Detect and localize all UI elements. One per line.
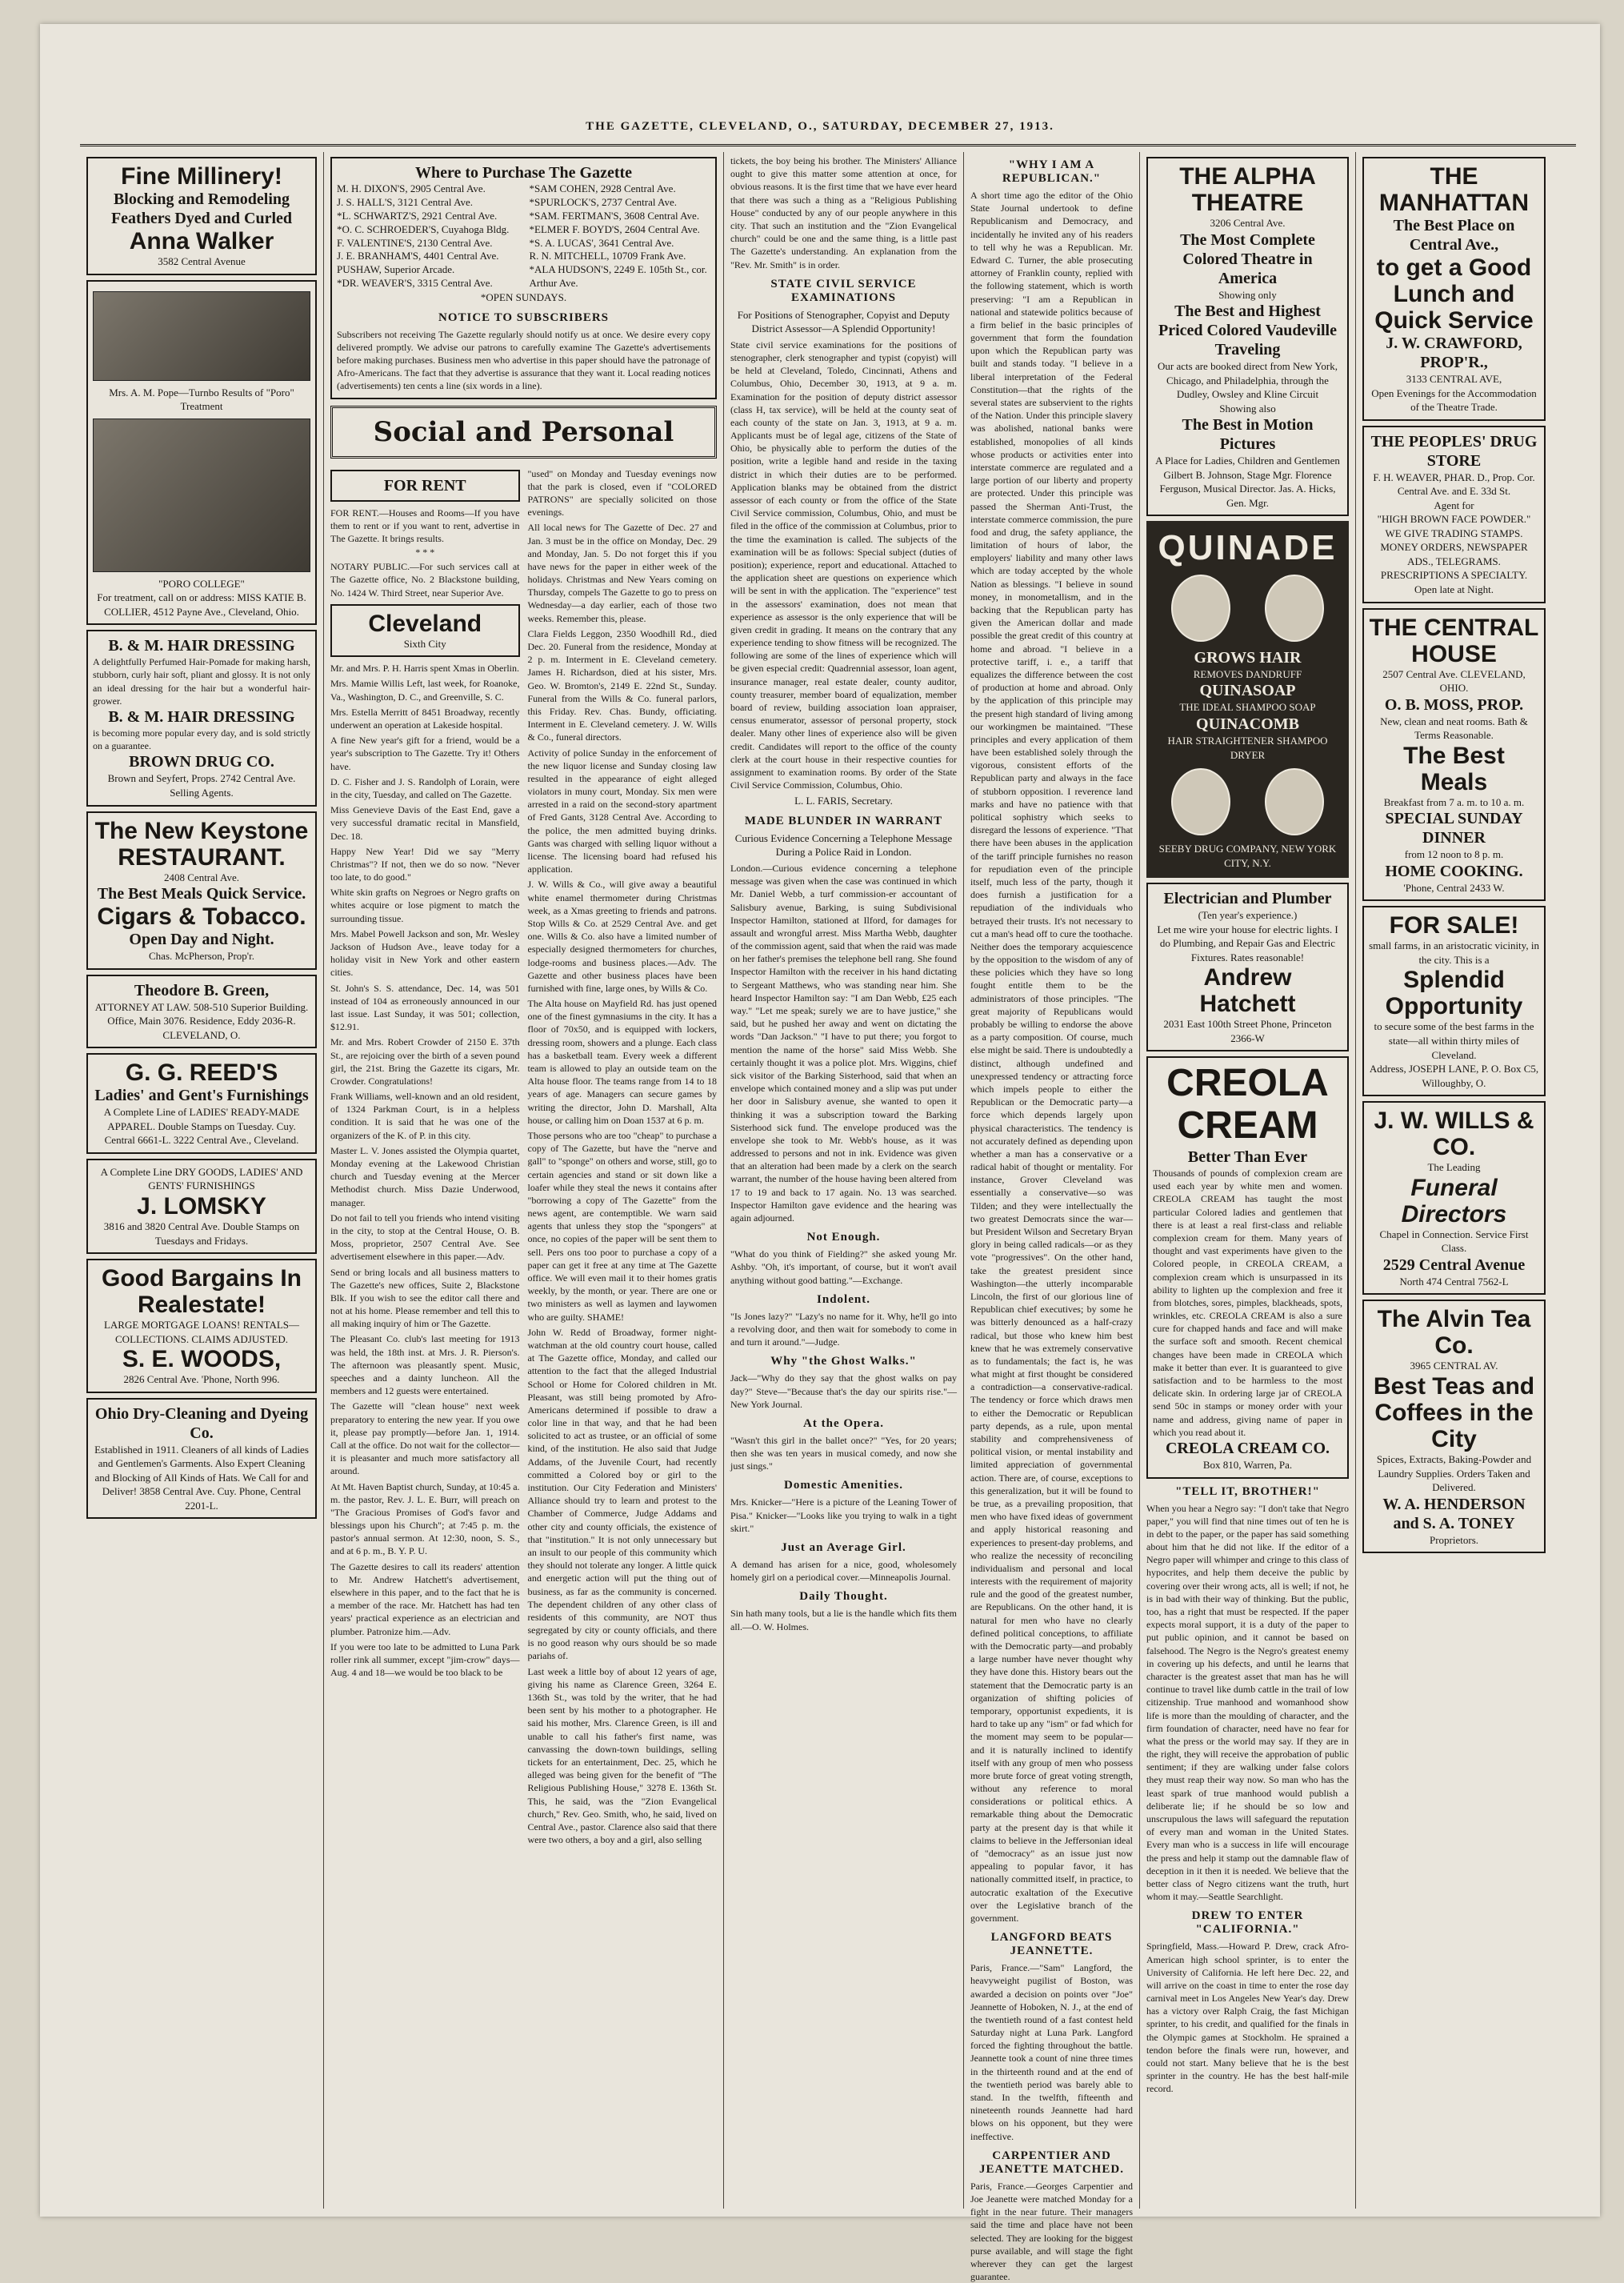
social-item: Miss Genevieve Davis of the East End, gave a very successful dramatic recital in Mansfield, Dec. 18. bbox=[330, 804, 520, 842]
portrait-image bbox=[1171, 575, 1230, 642]
joke-title: Domestic Amenities. bbox=[784, 1479, 903, 1492]
woods-line-1: Good Bargains In Realestate! bbox=[101, 1265, 302, 1319]
social-item: At Mt. Haven Baptist church, Sunday, at 10:45 a. m. the pastor, Rev. J. L. E. Burr, will preach on "The Gracious Promises of God's favor and blessings upon his Church"; at 7:45 p. m. the pastor's annual sermon. At 12:30, noon, S. S., and at 6 p. m., B. Y. P. U. bbox=[330, 1480, 520, 1557]
peoples-line-5: PRESCRIPTIONS A SPECIALTY. Open late at Night. bbox=[1380, 569, 1528, 596]
where-title: Where to Purchase The Gazette bbox=[414, 164, 633, 182]
civil-service-signature: L. L. FARIS, Secretary. bbox=[794, 795, 893, 807]
central-title: THE CENTRAL HOUSE bbox=[1369, 614, 1539, 667]
quinade-line-6: HAIR STRAIGHTENER SHAMPOO DRYER bbox=[1167, 734, 1328, 761]
manhattan-name: J. W. CRAWFORD, PROP'R., bbox=[1386, 334, 1522, 371]
alpha-line-6: The Best in Motion Pictures bbox=[1182, 416, 1314, 454]
langford-text: Paris, France.—"Sam" Langford, the heavyweight pugilist of Boston, was awarded a decision on points over "Joe" Jeannette of Hoboken, N. J., at the end of the twentieth round of a fast contest held Saturday night at Luna Park. Langford forced the fighting throughout the battle. Jeannette took a count of nine three times in the thirteenth round and at the end of the twentieth period was barely able to stand. In the twelfth, fifteenth and nineteenth rounds Jeannette had hard blows on his opponent, but they were ineffective. bbox=[970, 1962, 1133, 2142]
joke-text: Mrs. Knicker—"Here is a picture of the Leaning Tower of Pisa." Knicker—"Looks like you trying to walk in a tight skirt." bbox=[730, 1496, 957, 1534]
peoples-line-2: Agent for bbox=[1434, 499, 1474, 511]
separator: * * * bbox=[415, 547, 435, 559]
poro-ad bbox=[86, 280, 317, 626]
quinade-portraits bbox=[1154, 575, 1341, 642]
ohio-line-2: Established in 1911. Cleaners of all kinds of Ladies and Gentlemen's Garments. Also Expert Cleaning and Blocking of All Kinds of Hats. We Call for and Deliver! 3858 Central Ave. Cuy. Phone, Central 2201-L. bbox=[94, 1443, 309, 1512]
why-republican-text: A short time ago the editor of the Ohio State Journal undertook to define Republicanism and Democracy, and incidentally he invited any of his readers to tell why he was a Republican. Mr. Edward C. Turner, the able prosecuting attorney of Franklin county, replied with the following statement, which is worth preserving: "I am a Republican in national and statewide politics because of a firm belief in the basic principles of government that form the foundation upon which the Republican party was built and stands today. "I believe in a liberal interpretation of the Federal Constitution—that the rights of the several states are subservient to the rights of the Nation. Under this principle slavery was abolished, national banks were established, monopolies of all kinds whose products or activities enter into interstate commerce are regulated and a large portion of our liberty and property are protected. Under this principle was passed the Sherman Anti-Trust, the interstate commerce commission, the pure food and drug, the safety appliance, the limitation of hours of labor, the employers' liability and many other laws which are today accepted by the whole Nation as blessings. "I believe in sound money, in monometallism, and in the backing that the Republican party has given the American dollar and made possible the great credit of this country at home and abroad. "I believe in a protective tariff, i. e., a tariff that equalizes the difference between the cost of production at home and abroad. Only by the application of this principle may the present high standard of living among our workingmen be maintained. "These principles and every application of them have been established solely through the vigorous, consistent efforts of the Republican party and always in the face of stubborn opposition. I reverence land marks and have no patience with that political sophistry which seeks to disregard the lessons of experience. "That there have been abuses in the application of the tariff principle furnishes no reason for repudiation even of the principle itself, much less of the party, though it does furnish a justification for a repudiation of the individuals who betrayed their trusts. It's not necessary to cut a man's head off to cure the toothache. Neither does the temporary acquiescence by the opposition to the wisdom of any of these policies which they have so long fought entitle them to be the administrators of those principles. "The great majority of Republicans would probably be willing to endorse the above as a party composition. Of course, much else might be said. There is undoubtedly a distinct, although undefined and unexpressed tendency or attracting force which impels people to either the Republican or the Democratic party—a force which depends largely upon physical characteristics. The tendency is not accurately defined as depending upon whether a man has a conservative or a radical habit of thought or mentality. For instance, Grover Cleveland was essentially a conservative—so was Tilden; and they were intellectually the two greatest Democrats since the war—but President Wilson and Secretary Bryan glory in being called radicals—or as they vote "progressives". On the other hand, take the greatest president since Washington—the utterly incomparable Lincoln, the first of our glorious line of Republican chief executives; by some he was bitterly denounced as a half-crazy radical, but those who knew him best knew that he was extremely conservative as to fundamentals; the fact is, he was what might at first thought be considered a contradiction—a conservative-radical. The tendency or force which draws men to either the Democratic or Republican party depends, as a rule, upon mental stability and comprehensiveness of political vision, or mental instability and limited appreciation of governmental action. There are, of course, exceptions to this generalization, but it will be found to be true, as a prevailing proposition, that men who have fixed ideas of government and apply historical reasoning and experiences to present-day problems, and who realize the necessity of reconciling individualism and personal and local interests with the requirement of majority rule and the good of the greatest number, are Republicans. On the other hand, it is natural for men who have no clearly defined political conceptions, to affiliate with the Democratic party—and probably a large number have never thought why they have done this. History bears out the statement that the Democratic party is an organization of shifting policies of temporary, opportunist expedients, it is hard to take up any "ism" or fad which for the moment may seem to be popular—and it is naturally inclined to identify itself with any group of men who possess more brute force of great voting strength, without any reference to moral considerations or political ethics. A remarkable thing about the Democratic party at the present day is that while it claims to believe in the Jeffersonian ideal of "democracy" as an issue just now appealing to popular favor, it has nationally committed itself, in practice, to autocratic exaltation of the Executive over the Legislative branch of the government. bbox=[970, 190, 1133, 1924]
social-item: White skin grafts on Negroes or Negro grafts on whites acquire or lose pigment to match the surrounding tissue. bbox=[330, 887, 520, 924]
hatchett-line-3: Let me wire your house for electric lights. I do Plumbing, and Repair Gas and Electric Fixtures. Rates reasonable! bbox=[1157, 923, 1338, 963]
alvin-line-3: W. A. HENDERSON and S. A. TONEY bbox=[1382, 1495, 1526, 1532]
peoples-line-3: "HIGH BROWN FACE POWDER." bbox=[1377, 513, 1531, 526]
where-right-item: *ALA HUDSON'S, 2249 E. 105th St., cor. Arthur Ave. bbox=[529, 263, 707, 290]
joke-title: Daily Thought. bbox=[799, 1590, 888, 1604]
tickets-article-continued: tickets, the boy being his brother. The Ministers' Alliance ought to give this matter some attention at once, for obvious reasons. It is the first time that we have ever heard that there was such a thing as a "Religious Publishing House" conducted by any of our people anywhere in this city. That such an institution and the "Zion Evangelical church" could be one and the same thing, is a little past The Gazette's understanding. An explanation from the "Rev. Mr. Smith" is in order. bbox=[730, 155, 957, 270]
lomsky-line-1: 3816 and 3820 Central Ave. Double Stamps on Tuesdays and Fridays. bbox=[103, 1220, 300, 1247]
joke-text: "What do you think of Fielding?" she asked young Mr. Ashby. "Oh, it's important, of course, but it won't avail anything without good batting."—Exchange. bbox=[730, 1248, 957, 1286]
lomsky-name: J. LOMSKY bbox=[137, 1192, 266, 1220]
social-item: Clara Fields Leggon, 2350 Woodhill Rd., died Dec. 20. Funeral from the residence, Monday at 2 p. m. Interment in E. Cleveland cemetery. James H. Richardson, died at his sister, Mrs. Geo. W. Bromton's, 2149 E. 22nd St., Sunday. Funeral from the Wills & Co. funeral parlors, this Friday. Rev. Chas. Bundy, officiating. Interment in E. Cleveland cemetery. J. W. Wills & Co., funeral directors. bbox=[527, 627, 717, 743]
creola-ad bbox=[1146, 1056, 1349, 1478]
langford-title: LANGFORD BEATS JEANNETTE. bbox=[990, 1931, 1113, 1958]
joke-title: Not Enough. bbox=[806, 1231, 881, 1244]
manhattan-line-1: The Best Place on Central Ave., bbox=[1393, 217, 1515, 254]
social-item: "used" on Monday and Tuesday evenings now that the park is closed, even if "COLORED PATRONS" are specially solicited on those evenings. bbox=[527, 467, 717, 519]
cleveland-title: Cleveland bbox=[368, 610, 482, 637]
alvin-title: The Alvin Tea Co. bbox=[1377, 1306, 1531, 1360]
pope-portrait-image bbox=[93, 291, 310, 381]
social-columns bbox=[330, 465, 717, 1849]
where-note: *OPEN SUNDAYS. bbox=[480, 291, 567, 304]
where-left-item: *L. SCHWARTZ'S, 2921 Central Ave. bbox=[337, 209, 498, 222]
joke-text: A demand has arisen for a nice, good, wholesomely homely girl on a periodical cover.—Minneapolis Journal. bbox=[730, 1559, 957, 1584]
blunder-text: London.—Curious evidence concerning a telephone message was given when the case was continued in which Mr. Daniel Webb, a turf commission-er accountant of Salisbury avenue, Barking, is suing Subdivisional Inspector Hamilton, stationed at Ilford, for damages for assault and wrongful arrest. Miss Martha Webb, daughter of the commission agent, said that when the raid was made on her father's premises the telephone bell rang. She found Inspector Hamilton with the receiver in his hand dictating to Sergeant Matthews, who was standing near him. She heard Inspector Hamilton say: "I am Dan Webb, £25 each way." "Let me speak; surely we are to have justice," she said, but he pushed her away and went on dictating the words "Dan Jackson." "I have to put there; you forgot to mention the name of the horse" said Miss Webb. She certainly thought it was a police plot. Mrs. Wiggins, chief sick visitor of the Barking Sisterhood, said that when an envelope which contained money and a slip was put under her door in Salisbury avenue, she wanted to open it thinking it was a subscription toward the Barking Sisterhood sick fund. The envelope produced was the envelope she took to Mr. Webb's house, as it was addressed to persons and not in ink. Evidence was given that an alteration had been made by a clerk on the search warrant, the number of the house having been altered from 17 to 19 and back to 17 again. No. 13 was searched. Inspector Hamilton gave evidence and the hearing was again adjourned. bbox=[730, 862, 957, 1224]
reed-name: G. G. REED'S bbox=[125, 1059, 278, 1087]
hatchett-line-2: (Ten year's experience.) bbox=[1198, 909, 1298, 922]
manhattan-title: THE MANHATTAN bbox=[1378, 163, 1530, 216]
woods-address: 2826 Central Ave. 'Phone, North 996. bbox=[123, 1373, 280, 1386]
quinade-line-1: GROWS HAIR bbox=[1194, 648, 1302, 667]
alvin-tea-ad bbox=[1362, 1300, 1546, 1553]
alpha-line-7: A Place for Ladies, Children and Gentlemen bbox=[1155, 455, 1340, 467]
cleveland-heading bbox=[330, 604, 520, 658]
social-item: John W. Redd of Broadway, former night-watchman at the old country court house, called at The Gazette office, Monday, and called our attention to the fact that the alleged Industrial School or Home for Colored children in Mt. Pleasant, was still being promoted by Afro-Americans determined if possible to draw a color line in that way, and that he had been solicited to act as trustee, or an official of some kind, of the institution. He also said that Judge Addams, of the Juvenile Court, had recently committed a Colored boy or girl to the institution. Our City Federation and Ministers' Alliance should try to learn and protest to the Chamber of Commerce, Judge Addams and other city and county officials, the existence of that "institution." It is not only unnecessary but an insult to our people of this community which they should not tolerate any longer. A little quick and energetic action will put the thing out of business, as far as the community is concerned. The dependent children of any other class of residents of this community, are NOT thus segregated by city or county officials, and there is no good reason why ours should be so made pariahs of. bbox=[527, 1326, 717, 1662]
hatchett-ad bbox=[1146, 883, 1349, 1051]
keystone-line-3: The Best Meals Quick Service. bbox=[97, 885, 306, 903]
bm-title: B. & M. HAIR DRESSING bbox=[108, 637, 295, 655]
social-item: A fine New year's gift for a friend, would be a year's subscription to The Gazette. Try it! Others have. bbox=[330, 735, 520, 772]
wills-title: J. W. WILLS & CO. bbox=[1374, 1107, 1534, 1161]
notary-text: NOTARY PUBLIC.—For such services call at The Gazette office, No. 2 Blackstone building, No. 1424 W. Third Street, near Superior Ave. bbox=[330, 561, 520, 599]
bm-text-2: is becoming more popular every day, and is sold strictly on a guarantee. bbox=[93, 727, 310, 752]
where-right-item: *S. A. LUCAS', 3641 Central Ave. bbox=[529, 236, 674, 249]
quinade-ad bbox=[1146, 521, 1349, 878]
where-left-item: M. H. DIXON'S, 2905 Central Ave. bbox=[337, 182, 486, 194]
joke-text: "Wasn't this girl in the ballet once?" "Yes, for 20 years; then she was ten years in musical comedy, and now she just sings." bbox=[730, 1434, 957, 1472]
quinade-line-4: THE IDEAL SHAMPOO SOAP bbox=[1179, 701, 1316, 714]
social-item: Mr. and Mrs. Robert Crowder of 2150 E. 37th St., are rejoicing over the birth of a seven pound girl, the 21st. Bring the Gazette its cigars, Mr. Crowder. Congratulations! bbox=[330, 1036, 520, 1087]
where-right-list bbox=[530, 182, 711, 290]
social-item: Master L. V. Jones assisted the Olympia quartet, Monday evening at the Lakewood Christian church and Tuesday evening at the Mercer Methodist church. Miss Dazie Underwood, manager. bbox=[330, 1144, 520, 1208]
joke-title: Just an Average Girl. bbox=[781, 1541, 906, 1555]
where-left-item: PUSHAW, Superior Arcade. bbox=[337, 263, 455, 276]
woods-name: S. E. WOODS, bbox=[122, 1346, 282, 1373]
carpentier-text: Paris, France.—Georges Carpentier and Joe Jeanette were matched Monday for a fight in the near future. Their managers said the time and place have not been selected. They are looking for the biggest purse available, and will stage the fight wherever they can get the largest guarantee. bbox=[970, 2180, 1133, 2283]
millinery-line-1: Blocking and Remodeling bbox=[113, 190, 290, 208]
lomsky-line-0: A Complete Line DRY GOODS, LADIES' AND GENTS' FURNISHINGS bbox=[100, 1165, 303, 1192]
bm-store: BROWN DRUG CO. bbox=[129, 753, 274, 771]
where-left-list bbox=[337, 182, 518, 290]
hatchett-address: 2031 East 100th Street Phone, Princeton 2366-W bbox=[1163, 1018, 1332, 1044]
reed-line-2: A Complete Line of LADIES' READY-MADE APPAREL. Double Stamps on Tuesday. Cuy. Central 6661-L. 3222 Central Ave., Cleveland. bbox=[103, 1106, 300, 1147]
portrait-image bbox=[1171, 768, 1230, 835]
sale-line-3: to secure some of the best farms in the state—all within thirty miles of Cleveland. bbox=[1374, 1020, 1534, 1061]
central-line-5: from 12 noon to 8 p. m. bbox=[1404, 848, 1504, 861]
millinery-address: 3582 Central Avenue bbox=[158, 255, 246, 267]
alpha-line-1: The Most Complete Colored Theatre in America bbox=[1180, 230, 1315, 287]
keystone-address: 2408 Central Ave. bbox=[164, 871, 239, 883]
where-left-item: J. S. HALL'S, 3121 Central Ave. bbox=[337, 195, 474, 208]
social-item: Mrs. Mabel Powell Jackson and son, Mr. Wesley Jackson of Hudson Ave., leave today for a holiday visit in New York and other eastern cities. bbox=[330, 927, 520, 979]
creola-text: Thousands of pounds of complexion cream are used each year by white men and women. CREOLA CREAM has taught the most particular Colored ladies and gentlemen that there is at least a real first-class and reliable complexion cream for them. Many years of thought and vast experiments have given to the Colored people, in CREOLA CREAM, a complexion cream which is unsurpassed in its ability to lighten up the complexion and free it from blotches, sores, pimples, blackheads, spots, wrinkles, etc. CREOLA CREAM is also a sure cure for chapped hands and face and will make the surface soft and smooth. Recent chemical changes have been made in CREOLA which make it better than ever. It is guaranteed to give satisfaction and to be harmless to the most delicate skin. In ordering large jar of CREOLA send 50c in stamps or money order with your name and address, giving name of paper in which you read about it. bbox=[1153, 1168, 1342, 1438]
alpha-theatre-ad bbox=[1146, 157, 1349, 516]
social-item: J. W. Wills & Co., will give away a beautiful white enamel thermometer during Christmas week, as a Xmas greeting to friends and patrons. Stop Wills & Co. at 2529 Central Ave. and get one. Wills & Co. also have a limited number of especially designed thermometers for churches, lodge-rooms and business places.—Adv. The Gazette and other business places have been furnished with fine, large ones, by Wills & Co. bbox=[527, 879, 717, 994]
manhattan-line-2: to get a Good Lunch and Quick Service bbox=[1374, 254, 1534, 334]
central-line-1: New, clean and neat rooms. Bath & Terms Reasonable. bbox=[1380, 715, 1528, 742]
peoples-line-1: F. H. WEAVER, PHAR. D., Prop. Cor. Central Ave. and E. 33d St. bbox=[1373, 471, 1535, 498]
social-item: St. John's S. S. attendance, Dec. 14, was 501 instead of 104 as erroneously announced in our last issue. Last Sunday, it was 501; collection, $12.91. bbox=[330, 982, 520, 1033]
wills-line-2: Funeral Directors bbox=[1401, 1174, 1507, 1228]
keystone-prop: Chas. McPherson, Prop'r. bbox=[149, 950, 254, 963]
millinery-name: Anna Walker bbox=[129, 228, 274, 254]
woods-ad bbox=[86, 1259, 317, 1393]
social-item: Those persons who are too "cheap" to purchase a copy of The Gazette, but have the "nerve and gall" to "sponge" on others and worse, still, go to certain agencies and stand or sit down like a loafer while they steal the news it contains after "borrowing a copy of The Gazette" from the news agent, are contemptible. We warn said agents that unless they stop the "spongers" at once, no copies of the paper will be sent them to sell. Pers ons too poor to purchase a copy of a paper can get it free at any time at The Gazette office. We will even mail it to their homes gratis weekly, by the month, or year. There are one or two ministers as well as laymen and laywomen who are guilty. SHAME! bbox=[527, 1129, 717, 1323]
reed-line-1: Ladies' and Gent's Furnishings bbox=[94, 1087, 309, 1105]
alvin-address: 3965 CENTRAL AV. bbox=[1410, 1360, 1498, 1372]
social-item: Frank Williams, well-known and an old resident, of 1324 Parkman Court, is in a helpless condition. It is said that he was one of the organizers of the K. of P. in this city. bbox=[330, 1091, 520, 1141]
sale-title: FOR SALE! bbox=[1389, 912, 1519, 939]
social-item: Mrs. Estella Merritt of 8451 Broadway, recently underwent an operation at Lakeside hospital. bbox=[330, 706, 520, 731]
reed-ad bbox=[86, 1053, 317, 1154]
peoples-title: THE PEOPLES' DRUG STORE bbox=[1370, 432, 1538, 470]
where-right-item: *SAM. FERTMAN'S, 3608 Central Ave. bbox=[529, 209, 700, 222]
joke-text: Sin hath many tools, but a lie is the handle which fits them all.—O. W. Holmes. bbox=[730, 1608, 957, 1632]
portrait-image bbox=[1265, 575, 1324, 642]
central-line-6: HOME COOKING. bbox=[1385, 862, 1523, 880]
millinery-ad bbox=[86, 157, 317, 275]
creola-company: CREOLA CREAM CO. bbox=[1165, 1439, 1330, 1457]
column-3 bbox=[724, 152, 964, 2209]
keystone-line-1: The New Keystone bbox=[94, 817, 309, 844]
lomsky-ad bbox=[86, 1159, 317, 1254]
central-name: O. B. MOSS, PROP. bbox=[1384, 695, 1524, 714]
where-to-purchase-box bbox=[330, 157, 717, 399]
for-rent-text: FOR RENT.—Houses and Rooms—If you have them to rent or if you want to rent, advertise in The Gazette. It brings results. bbox=[330, 507, 520, 544]
central-line-2: The Best Meals bbox=[1403, 742, 1505, 795]
quinade-portraits-lower bbox=[1154, 768, 1341, 835]
social-item: The Pleasant Co. club's last meeting for 1913 was held, the 18th inst. at Mrs. J. R. Pierson's. The afternoon was pleasantly spent. Music, speeches and a dainty luncheon. All the members and 12 guests were entertained. bbox=[330, 1333, 520, 1397]
quinade-line-2: REMOVES DANDRUFF bbox=[1193, 667, 1302, 680]
keystone-line-5: Open Day and Night. bbox=[129, 931, 274, 949]
bm-title-2: B. & M. HAIR DRESSING bbox=[108, 708, 295, 727]
wills-line-3: Chapel in Connection. Service First Class. bbox=[1379, 1228, 1529, 1255]
ohio-line-1: Ohio Dry-Cleaning and Dyeing Co. bbox=[94, 1404, 309, 1442]
where-left-item: F. VALENTINE'S, 2130 Central Ave. bbox=[337, 236, 493, 249]
column-6 bbox=[1356, 152, 1552, 2209]
social-item: Activity of police Sunday in the enforcement of the new liquor license and Sunday closing law resulted in the appearance of eight alleged violators in muny court, Monday. Six men were arrested in a raid on the second-story apartment of Fred Gants, 3128 Central Ave. According to the police, the men admitted buying drinks. Gants was charged with selling liquor without a license. The licensing board had refused his application. bbox=[527, 747, 717, 875]
alpha-line-4: Our acts are booked direct from New York, Chicago, and Philadelphia, through the Dudley, Owsley and Kline Circuit bbox=[1158, 360, 1338, 401]
ohio-cleaning-ad bbox=[86, 1398, 317, 1520]
column-4 bbox=[964, 152, 1140, 2283]
hatchett-line-1: Electrician and Plumber bbox=[1163, 890, 1332, 908]
joke-title: At the Opera. bbox=[803, 1416, 884, 1430]
for-rent-sign-label: FOR RENT bbox=[383, 476, 466, 495]
where-right-item: *SPURLOCK'S, 2737 Central Ave. bbox=[529, 195, 677, 208]
central-line-7: 'Phone, Central 2433 W. bbox=[1403, 881, 1505, 894]
alvin-line-4: Proprietors. bbox=[1429, 1533, 1479, 1546]
poro-treatment-text: For treatment, call on or address: MISS KATIE B. COLLIER, 4512 Payne Ave., Cleveland, Ohio. bbox=[97, 591, 306, 618]
social-item: The Gazette will "clean house" next week preparatory to entering the new year. If you owe it, please pay promptly—before Jan. 1, 1914. Call at the office. Do not wait for the collector—it is pleasanter and much more satisfactory all around. bbox=[330, 1400, 520, 1477]
where-right-item: R. N. MITCHELL, 10709 Frank Ave. bbox=[529, 250, 686, 262]
joke-title: Indolent. bbox=[817, 1292, 870, 1306]
creola-title: CREOLA CREAM bbox=[1166, 1062, 1329, 1148]
peoples-drug-ad bbox=[1362, 426, 1546, 603]
joke-text: Jack—"Why do they say that the ghost walks on pay day?" Steve—"Because that's the day our spirits rise."—New York Journal. bbox=[730, 1372, 957, 1410]
alvin-line-2: Spices, Extracts, Baking-Powder and Laundry Supplies. Orders Taken and Delivered. bbox=[1376, 1452, 1532, 1494]
where-left-item: *DR. WEAVER'S, 3315 Central Ave. bbox=[337, 277, 493, 290]
where-right-item: *SAM COHEN, 2928 Central Ave. bbox=[529, 182, 676, 194]
alpha-staff: Gilbert B. Johnson, Stage Mgr. Florence Ferguson, Musical Director. Jas. A. Hicks, Gen. Mgr. bbox=[1159, 468, 1336, 509]
social-item: Send or bring locals and all business matters to The Gazette's new offices, Suite 2, Blackstone Blk. If you wish to see the editor call there and not at his home. Please remember and tell this to all making inquiry of him or The Gazette. bbox=[330, 1266, 520, 1330]
keystone-line-4: Cigars & Tobacco. bbox=[97, 903, 306, 931]
wills-line-5: North 474 Central 7562-L bbox=[1399, 1275, 1509, 1288]
alpha-line-5: Showing also bbox=[1219, 402, 1276, 415]
quinade-line-3: QUINASOAP bbox=[1199, 682, 1296, 700]
carpentier-title: CARPENTIER AND JEANETTE MATCHED. bbox=[979, 2149, 1124, 2176]
joke-text: "Is Jones lazy?" "Lazy's no name for it. Why, he'll go into a revolving door, and then wait for somebody to come in and turn it around."—Judge. bbox=[730, 1310, 957, 1348]
wills-line-4: 2529 Central Avenue bbox=[1382, 1256, 1526, 1274]
blunder-title: MADE BLUNDER IN WARRANT bbox=[744, 814, 943, 827]
social-item: The Gazette desires to call its readers' attention to Mr. Andrew Hatchett's advertisement, elsewhere in this paper, and to the fact that he is a member of the race. Mr. Hatchett has had ten years' practical experience as an electrician and plumber. Patronize him.—Adv. bbox=[330, 1560, 520, 1637]
sale-line-1: small farms, in an aristocratic vicinity, in the city. This is a bbox=[1369, 939, 1539, 966]
manhattan-line-3: Open Evenings for the Accommodation of the Theatre Trade. bbox=[1371, 387, 1537, 414]
social-left-column bbox=[330, 465, 520, 1849]
wills-line-1: The Leading bbox=[1427, 1161, 1481, 1174]
notice-text: Subscribers not receiving The Gazette regularly should notify us at once. We desire every copy delivered promptly. We advise our patrons to carefully examine The Gazette's advertisements before making purchases. Business men who advertise in this paper should have the patronage of Afro-Americans. The fact that they advertise is assurance that they want it. Local reading notices (advertisements) ten cents a line (six words in a line). bbox=[337, 328, 710, 392]
central-line-3: Breakfast from 7 a. m. to 10 a. m. bbox=[1383, 795, 1525, 808]
keystone-line-2: RESTAURANT. bbox=[118, 843, 286, 871]
social-item: Happy New Year! Did we say "Merry Christmas"? If not, then we do so now. "Never too late, to do good." bbox=[330, 845, 520, 883]
manhattan-ad bbox=[1362, 157, 1546, 421]
central-address: 2507 Central Ave. CLEVELAND, OHIO. bbox=[1382, 667, 1526, 695]
sale-line-4: Address, JOSEPH LANE, P. O. Box C5, Willoughby, O. bbox=[1369, 1063, 1539, 1089]
green-name: Theodore B. Green, bbox=[134, 981, 270, 999]
social-item: Mr. and Mrs. P. H. Harris spent Xmas in Oberlin. bbox=[330, 663, 519, 675]
quinade-company: SEEBY DRUG COMPANY, NEW YORK CITY, N.Y. bbox=[1158, 843, 1337, 869]
poro-college-image bbox=[93, 419, 310, 572]
quinade-title: QUINADE bbox=[1158, 528, 1338, 568]
drew-text: Springfield, Mass.—Howard P. Drew, crack Afro-American high school sprinter, is to enter the University of California. He left here Dec. 22, and will arrive on the coast in time to enter the rose day carnival meet in Los Angeles New Year's day. Drew has a victory over Ralph Craig, the fast Michigan sprinter, to his credit, and qualified for the finals in the Olympic games at Stockholm. He sprained a tendon before the finals were run, however, and could not start. Many believe that he is the best sprinter in the country. He has the best half-mile record. bbox=[1146, 1941, 1349, 2095]
newspaper-page bbox=[40, 24, 1600, 2283]
quinade-line-5: QUINACOMB bbox=[1196, 715, 1299, 733]
bm-hair-ad bbox=[86, 630, 317, 806]
millinery-title: Fine Millinery! bbox=[121, 163, 282, 190]
tell-it-text: When you hear a Negro say: "I don't take that Negro paper," you will find that nine times out of ten he is in debt to the paper, or the paper has said something about him that he did not like. If the editor of a Negro paper will whimper and cringe to this class of hypocrites, and help them deceive the public by covering over their wrong acts, all is well; if not, he is in bad with their way of thinking. But the public, too, has a right that must be respected. If the paper expects moral support, it is a duty of the paper to put public opinion, and it cannot be based on falsehood. The Negro is the Negro's greatest enemy in covering up his defects, and until he learns that character is the greatest asset that man has he will continue to travel like dumb cattle in the trail of low citizenship. True manhood and womanhood show life is more than the moulding of character, and the firm foundation of character, need have no fear for what the press or the world may say. If they are in the right, they will receive the approbation of public sentiment; if they are walking under false colors they must reap their way now. So man who has the least spark of true manhood would publish a deliberate lie; if he should be so low and unscrupulous the laws will safeguard the reputation of every man and woman in the United States. Every man who is a success in life will encourage the press and help it stamp out the damnable flaw of deception in it then it is needed. We believe that the better class of Negro citizens want the truth, hurt whom it may.—Seattle Searchlight. bbox=[1146, 1502, 1349, 1903]
drew-title: DREW TO ENTER "CALIFORNIA." bbox=[1191, 1909, 1304, 1937]
alpha-line-2: Showing only bbox=[1218, 288, 1277, 301]
civil-service-title: STATE CIVIL SERVICE EXAMINATIONS bbox=[770, 277, 917, 304]
central-house-ad bbox=[1362, 608, 1546, 902]
millinery-line-2: Feathers Dyed and Curled bbox=[110, 210, 293, 227]
creola-address: Box 810, Warren, Pa. bbox=[1202, 1458, 1293, 1471]
social-item: If you were too late to be admitted to Luna Park roller rink all summer, except "jim-crow" days—Aug. 4 and 18—we would be too black to be bbox=[330, 1640, 520, 1679]
alpha-line-3: The Best and Highest Priced Colored Vaudeville Traveling bbox=[1158, 302, 1337, 359]
blunder-subtitle: Curious Evidence Concerning a Telephone Message During a Police Raid in London. bbox=[734, 831, 953, 859]
joke-title: Why "the Ghost Walks." bbox=[770, 1355, 917, 1368]
portrait-image bbox=[1265, 768, 1324, 835]
bm-store-info: Brown and Seyfert, Props. 2742 Central Ave. Selling Agents. bbox=[107, 772, 296, 799]
peoples-line-4: WE GIVE TRADING STAMPS. MONEY ORDERS, NEWSPAPER ADS., TELEGRAMS. bbox=[1380, 527, 1528, 567]
woods-line-2: LARGE MORTGAGE LOANS! RENTALS—COLLECTIONS. CLAIMS ADJUSTED. bbox=[103, 1319, 300, 1345]
poro-college-label: "PORO COLLEGE" bbox=[158, 577, 245, 590]
green-text: ATTORNEY AT LAW. 508-510 Superior Building. Office, Main 3076. Residence, Eddy 2036-R. CLEVELAND, O. bbox=[94, 1000, 309, 1041]
social-item: Last week a little boy of about 12 years of age, giving his name as Clarence Green, 3264 E. 136th St., was told by the writer, that he had been sent by his mother to a photographer. He said his mother, Mrs. Clarence Green, is ill and unable to call his father's first name, was canvassing the down-town buildings, selling tickets for an entertainment, Dec. 25, which he alleged was being given for the benefit of "The Religious Publishing House," 3278 E. 136th St. This, he said, was the "Zion Evangelical church," Rev. Geo. Smith, who, he said, lived on Central Ave., pastor. Clarence also said that there were two others, a boy and a girl, also selling bbox=[527, 1665, 717, 1846]
social-item: D. C. Fisher and J. S. Randolph of Lorain, were in the city, Tuesday, and called on The Gazette. bbox=[330, 775, 520, 800]
for-sale-ad bbox=[1362, 906, 1546, 1096]
social-item: Do not fail to tell you friends who intend visiting in the city, to stop at the Central House, O. B. Moss, proprietor, 2507 Central Ave. See advertisement elsewhere in this paper.—Adv. bbox=[330, 1212, 520, 1263]
column-1 bbox=[80, 152, 324, 2209]
column-2 bbox=[324, 152, 724, 2209]
creola-subtitle: Better Than Ever bbox=[1187, 1148, 1308, 1167]
social-item: Mrs. Mamie Willis Left, last week, for Roanoke, Va., Washington, D. C., and Greenville, S. C. bbox=[330, 678, 520, 703]
green-ad bbox=[86, 975, 317, 1049]
sale-line-2: Splendid Opportunity bbox=[1385, 967, 1523, 1020]
column-5 bbox=[1140, 152, 1356, 2209]
page-header: THE GAZETTE, CLEVELAND, O., SATURDAY, DECEMBER 27, 1913. bbox=[586, 120, 1054, 133]
bm-text: A delightfully Perfumed Hair-Pomade for making harsh, stubborn, curly hair soft, pliant and glossy. It is not only an ideal dressing for the hair but a wonderful hair-grower. bbox=[93, 656, 310, 707]
why-republican-title: "WHY I AM A REPUBLICAN." bbox=[1002, 158, 1102, 185]
sixth-city-label: Sixth City bbox=[403, 637, 446, 650]
keystone-ad bbox=[86, 811, 317, 970]
social-right-column bbox=[528, 465, 718, 1849]
notice-title: NOTICE TO SUBSCRIBERS bbox=[438, 310, 610, 324]
social-personal-banner: Social and Personal bbox=[330, 406, 717, 459]
manhattan-address: 3133 CENTRAL AVE, bbox=[1406, 373, 1502, 385]
civil-service-subtitle: For Positions of Stenographer, Copyist and Deputy District Assessor—A Splendid Opportunity! bbox=[737, 308, 950, 335]
where-left-item: *O. C. SCHROEDER'S, Cuyahoga Bldg. bbox=[337, 222, 510, 235]
social-item: All local news for The Gazette of Dec. 27 and Jan. 3 must be in the office on Monday, Dec. 29 and Monday, Jan. 5. Do not forget this if you have news for the paper in either week of the holidays. Christmas and New Years coming on Thursday, compels The Gazette to go to press on Wednesday—a day earlier, each of those two weeks. Remember this, please. bbox=[527, 522, 717, 624]
alpha-address: 3206 Central Ave. bbox=[1210, 217, 1286, 229]
where-left-item: J. E. BRANHAM'S, 4401 Central Ave. bbox=[337, 250, 499, 262]
pope-caption: Mrs. A. M. Pope—Turnbo Results of "Poro" Treatment bbox=[109, 386, 294, 413]
central-line-4: SPECIAL SUNDAY DINNER bbox=[1385, 810, 1523, 847]
where-list bbox=[337, 182, 710, 290]
hatchett-name: Andrew Hatchett bbox=[1199, 964, 1296, 1018]
civil-service-text: State civil service examinations for the positions of stenographer, clerk stenographer and typist (copyist) will be held at Cleveland, Toledo, Cincinnati, Athens and Columbus, Ohio, December 30, 1913, at 9 a. m. Examination for the position of deputy district assessor (class H, tax service), will be held at the county seat of each county of the state on Jan. 3, 1913, at 9 a. m. Applicants must be of legal age, citizens of the State of Ohio, be physically able to perform the duties of the position, write a legible hand and reside in the taxing district in which their duties are to be performed. Application blanks may be obtained from the district assessor of each county or from the office of the State Civil Service commission, Columbus, Ohio, and must be filed in the office of the commission at Columbus, prior to the time the examination is called. The subjects of the examination will be as follows: Special subject (duties of position); experience, report and educational. Attached to the application sheet are questions on experience which will be sent in with the application. The "experience" test in the assessors' examination, does not mean that experience as assessor is the only experience that will be given credit in grading. It means on the contrary that any experience tending to show fitness will be recognized. The following are some of the lines of experience which will be given especial credit: Quadrennial assessor, loan agent, insurance manager, real estate dealer, county auditor, county treasurer, member board of equalization, member board of review, building association loan appraiser, census enumerator, assessor of personal property, stock dealer. Many other lines of experience also will be given credit. Candidates will report to the office of the county clerk at the court house in their respective counties for assignment to examination rooms. By order of the State Civil Service Commission, Columbus, Ohio. bbox=[730, 338, 957, 791]
tell-it-title: "TELL IT, BROTHER!" bbox=[1175, 1484, 1320, 1498]
social-item: The Alta house on Mayfield Rd. has just opened one of the finest gymnasiums in the city. It has a floor of 70x50, and is equipped with lockers, dressing room, showers and a plunge. Each class has a basketball team. Every week a different team is allowed to play an outside team on the Alta house floor. The teams range from 14 to 18 years of age. Managers can secure games by writing the director, John D. Marshall, Alta house, or calling him on Doan 1537 at 6 p. m. bbox=[527, 998, 717, 1126]
alpha-title: THE ALPHA THEATRE bbox=[1179, 163, 1316, 216]
for-rent-sign bbox=[330, 470, 520, 502]
where-right-item: *ELMER F. BOYD'S, 2604 Central Ave. bbox=[529, 222, 700, 235]
header-rule bbox=[80, 144, 1576, 146]
wills-ad bbox=[1362, 1101, 1546, 1295]
alvin-line-1: Best Teas and Coffees in the City bbox=[1373, 1372, 1535, 1452]
